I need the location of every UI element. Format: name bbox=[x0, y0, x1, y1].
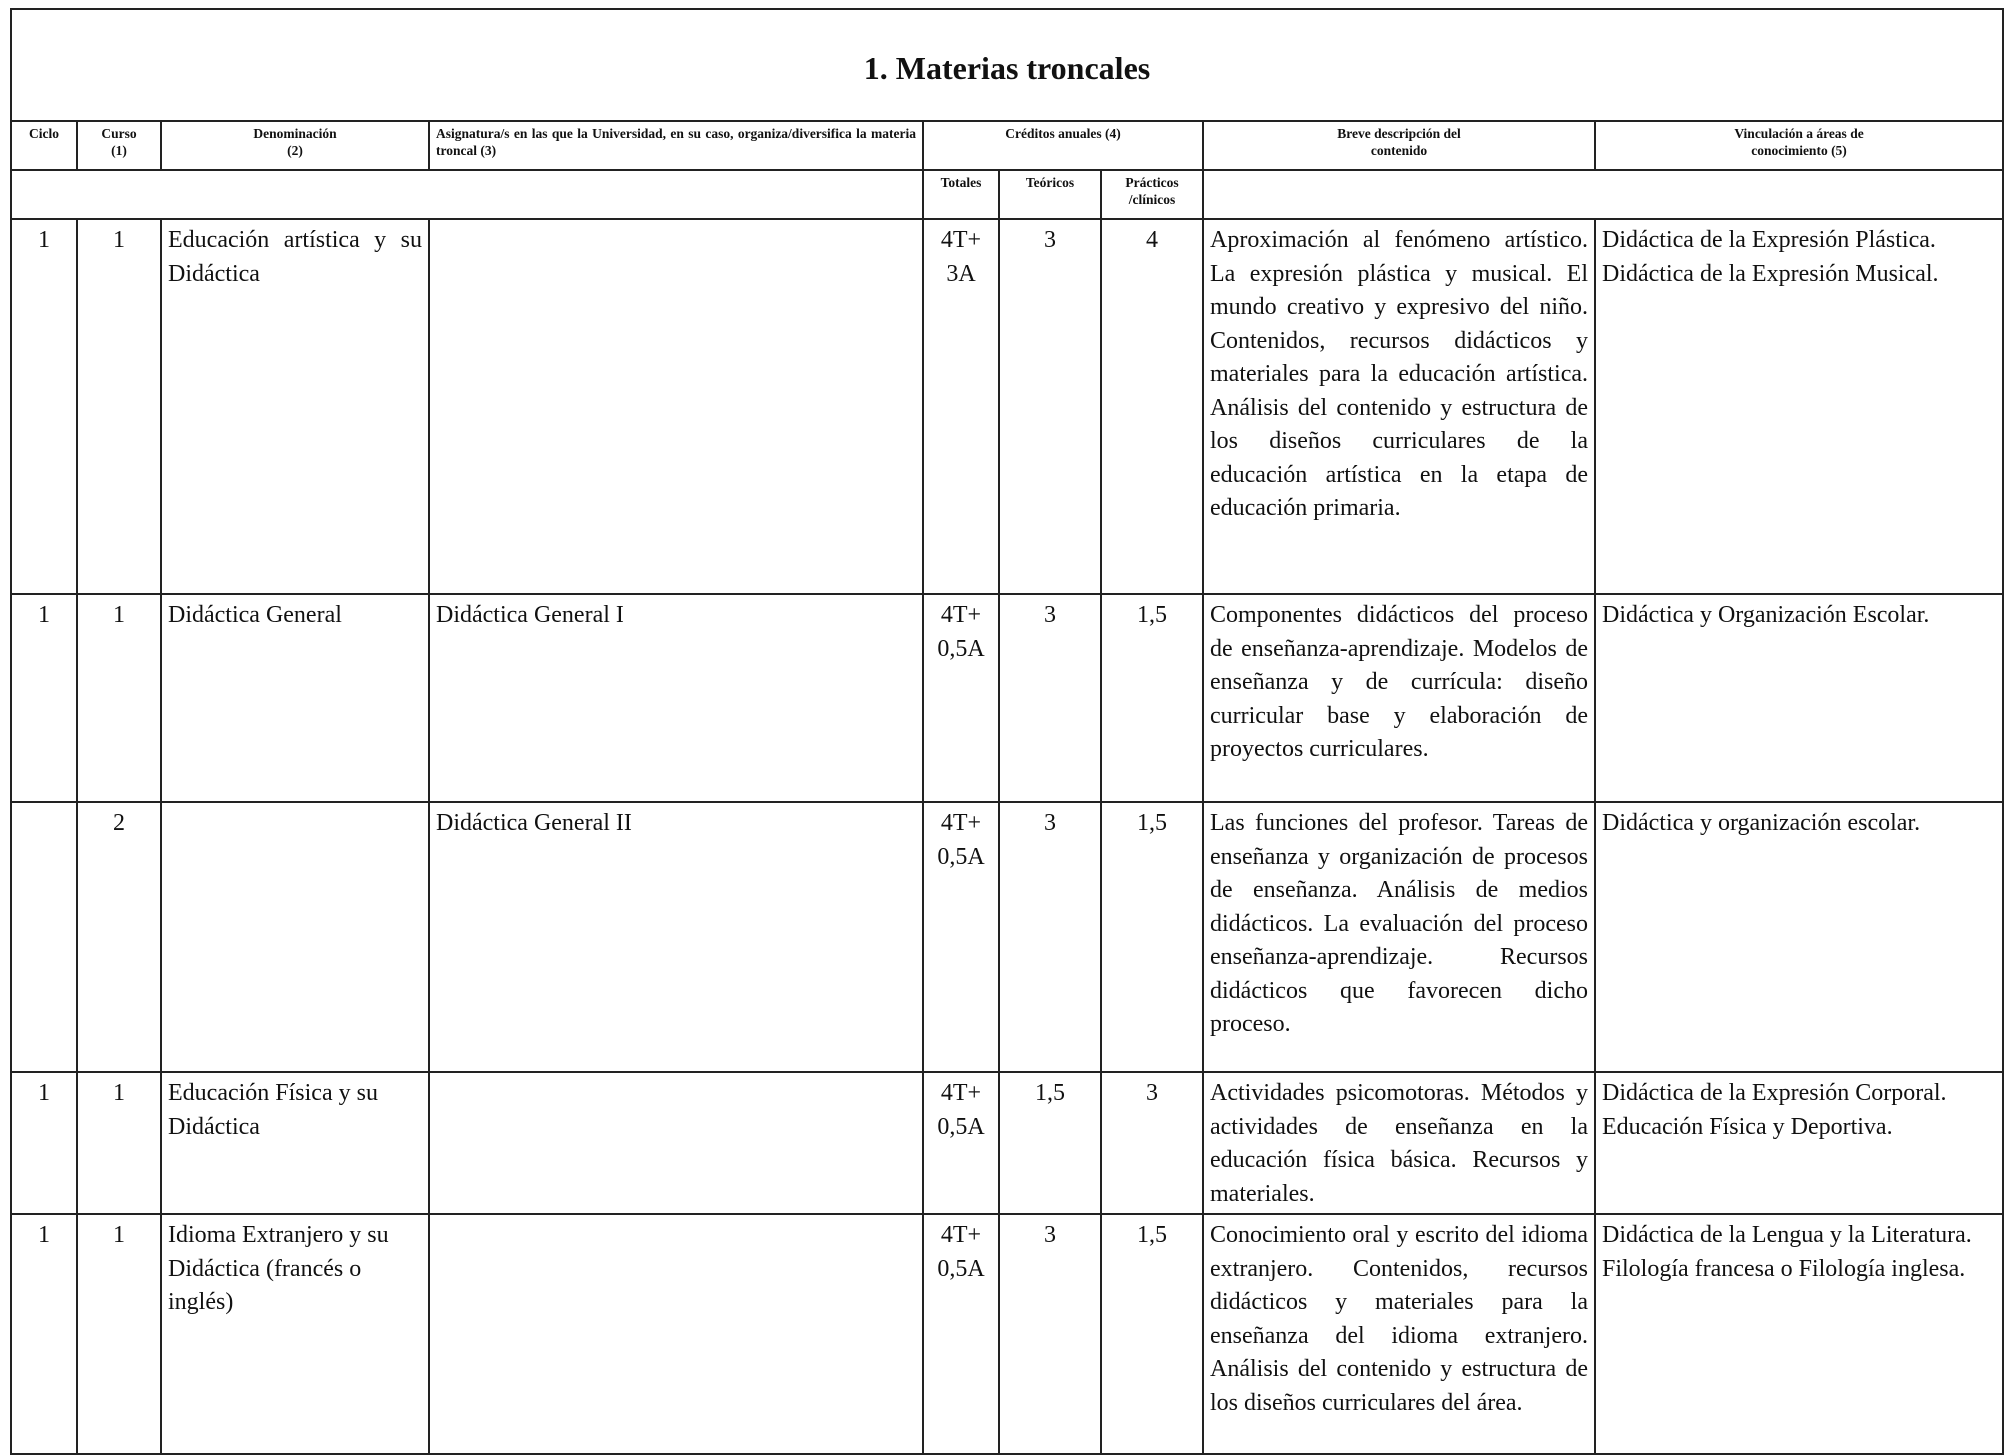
table-title: 1. Materias troncales bbox=[11, 9, 2003, 121]
header-denominacion bbox=[161, 121, 429, 170]
cell-asignatura bbox=[429, 219, 923, 594]
cell-descripcion: Aproximación al fenómeno artístico. La expresión plástica y musical. El mundo creativo y expresivo del niño. Contenidos, recursos didácticos y materiales para la educación artística. Análisis del contenido y estructura de los diseños curriculares de la educación artística en la etapa de educación primaria. bbox=[1203, 219, 1595, 594]
cell-totales-a: 3A bbox=[946, 260, 976, 287]
header-ciclo bbox=[11, 121, 77, 170]
cell-totales-a: 0,5A bbox=[937, 843, 985, 870]
cell-totales-t: 4T+ bbox=[940, 810, 982, 836]
header-descripcion-label: Breve descripción del bbox=[1337, 126, 1461, 141]
header-asignaturas: Asignatura/s en las que la Universidad, en su caso, organiza/diversifica la materia troncal (3) bbox=[429, 121, 923, 170]
table-row bbox=[11, 219, 2003, 594]
cell-curso: 1 bbox=[77, 1072, 161, 1214]
header-curso bbox=[77, 121, 161, 170]
cell-ciclo: 1 bbox=[11, 219, 77, 594]
header-curso-label: Curso bbox=[101, 126, 137, 141]
cell-asignatura: Didáctica General I bbox=[429, 594, 923, 802]
header-denominacion-label: Denominación bbox=[253, 126, 337, 141]
header-descripcion-label-2: contenido bbox=[1370, 143, 1428, 158]
vinculacion-item: Didáctica de la Lengua y la Literatura. bbox=[1602, 1222, 1972, 1248]
cell-asignatura bbox=[429, 1072, 923, 1214]
cell-practicos: 3 bbox=[1101, 1072, 1203, 1214]
table-row bbox=[11, 1214, 2003, 1454]
cell-totales bbox=[923, 219, 999, 594]
cell-ciclo: 1 bbox=[11, 1214, 77, 1454]
cell-descripcion: Componentes didácticos del proceso de enseñanza-aprendizaje. Modelos de enseñanza y de currícula: diseño curricular base y elaboración de proyectos curriculares. bbox=[1203, 594, 1595, 802]
header-vinculacion bbox=[1595, 121, 2003, 170]
header-denominacion-note: (2) bbox=[287, 143, 303, 158]
cell-totales-a: 0,5A bbox=[937, 635, 985, 662]
header-practicos-label-2: /clínicos bbox=[1128, 192, 1176, 207]
cell-ciclo bbox=[11, 802, 77, 1072]
vinculacion-item: Didáctica de la Expresión Musical. bbox=[1602, 260, 1939, 287]
header-subrow-blank bbox=[11, 170, 923, 219]
vinculacion-item: Didáctica y Organización Escolar. bbox=[1602, 602, 1930, 628]
header-practicos bbox=[1101, 170, 1203, 219]
cell-vinculacion bbox=[1595, 1072, 2003, 1214]
cell-practicos: 4 bbox=[1101, 219, 1203, 594]
materias-troncales-table bbox=[10, 8, 2004, 1455]
vinculacion-item: Didáctica y organización escolar. bbox=[1602, 810, 1921, 836]
cell-vinculacion bbox=[1595, 219, 2003, 594]
cell-curso: 1 bbox=[77, 1214, 161, 1454]
cell-curso: 2 bbox=[77, 802, 161, 1072]
cell-practicos: 1,5 bbox=[1101, 594, 1203, 802]
header-creditos: Créditos anuales (4) bbox=[923, 121, 1203, 170]
cell-ciclo: 1 bbox=[11, 594, 77, 802]
cell-vinculacion bbox=[1595, 802, 2003, 1072]
header-teoricos: Teóricos bbox=[999, 170, 1101, 219]
table-row bbox=[11, 802, 2003, 1072]
header-vinculacion-label: Vinculación a áreas de bbox=[1734, 126, 1864, 141]
cell-denominacion: Didáctica General bbox=[161, 594, 429, 802]
cell-vinculacion bbox=[1595, 1214, 2003, 1454]
cell-teoricos: 1,5 bbox=[999, 1072, 1101, 1214]
cell-asignatura: Didáctica General II bbox=[429, 802, 923, 1072]
cell-denominacion bbox=[161, 802, 429, 1072]
cell-descripcion: Las funciones del profesor. Tareas de enseñanza y organización de procesos de enseñanza. Análisis de medios didácticos. La evaluación del proceso enseñanza-aprendizaje. Recursos didácticos que favorecen dicho proceso. bbox=[1203, 802, 1595, 1072]
header-totales: Totales bbox=[923, 170, 999, 219]
cell-totales-t: 4T+ bbox=[940, 602, 982, 628]
cell-descripcion: Actividades psicomotoras. Métodos y actividades de enseñanza en la educación física básica. Recursos y materiales. bbox=[1203, 1072, 1595, 1214]
cell-totales bbox=[923, 1214, 999, 1454]
vinculacion-item: Filología francesa o Filología inglesa. bbox=[1602, 1255, 1966, 1282]
cell-descripcion: Conocimiento oral y escrito del idioma extranjero. Contenidos, recursos didácticos y materiales para la enseñanza del idioma extranjero. Análisis del contenido y estructura de los diseños curriculares del área. bbox=[1203, 1214, 1595, 1454]
cell-practicos: 1,5 bbox=[1101, 1214, 1203, 1454]
header-ciclo-label: Ciclo bbox=[29, 126, 59, 141]
cell-asignatura bbox=[429, 1214, 923, 1454]
cell-totales bbox=[923, 1072, 999, 1214]
header-practicos-label: Prácticos bbox=[1125, 175, 1179, 190]
cell-totales bbox=[923, 594, 999, 802]
cell-ciclo: 1 bbox=[11, 1072, 77, 1214]
cell-curso: 1 bbox=[77, 594, 161, 802]
vinculacion-item: Didáctica de la Expresión Corporal. bbox=[1602, 1080, 1947, 1106]
vinculacion-item: Educación Física y Deportiva. bbox=[1602, 1113, 1893, 1140]
cell-totales-t: 4T+ bbox=[940, 1222, 982, 1248]
cell-denominacion: Educación Física y su Didáctica bbox=[161, 1072, 429, 1214]
cell-totales-a: 0,5A bbox=[937, 1255, 985, 1282]
cell-teoricos: 3 bbox=[999, 219, 1101, 594]
header-curso-note: (1) bbox=[111, 143, 127, 158]
header-subrow-blank-right bbox=[1203, 170, 2003, 219]
header-vinculacion-note: conocimiento (5) bbox=[1751, 143, 1847, 158]
table-row bbox=[11, 1072, 2003, 1214]
cell-denominacion: Educación artística y su Didáctica bbox=[161, 219, 429, 594]
document bbox=[10, 8, 2002, 1455]
cell-vinculacion bbox=[1595, 594, 2003, 802]
cell-totales-a: 0,5A bbox=[937, 1113, 985, 1140]
cell-teoricos: 3 bbox=[999, 1214, 1101, 1454]
cell-teoricos: 3 bbox=[999, 594, 1101, 802]
cell-teoricos: 3 bbox=[999, 802, 1101, 1072]
cell-totales bbox=[923, 802, 999, 1072]
cell-practicos: 1,5 bbox=[1101, 802, 1203, 1072]
cell-totales-t: 4T+ bbox=[940, 227, 982, 253]
cell-curso: 1 bbox=[77, 219, 161, 594]
table-row bbox=[11, 594, 2003, 802]
cell-totales-t: 4T+ bbox=[940, 1080, 982, 1106]
vinculacion-item: Didáctica de la Expresión Plástica. bbox=[1602, 227, 1936, 253]
header-descripcion bbox=[1203, 121, 1595, 170]
cell-denominacion: Idioma Extranjero y su Didáctica (francés o inglés) bbox=[161, 1214, 429, 1454]
